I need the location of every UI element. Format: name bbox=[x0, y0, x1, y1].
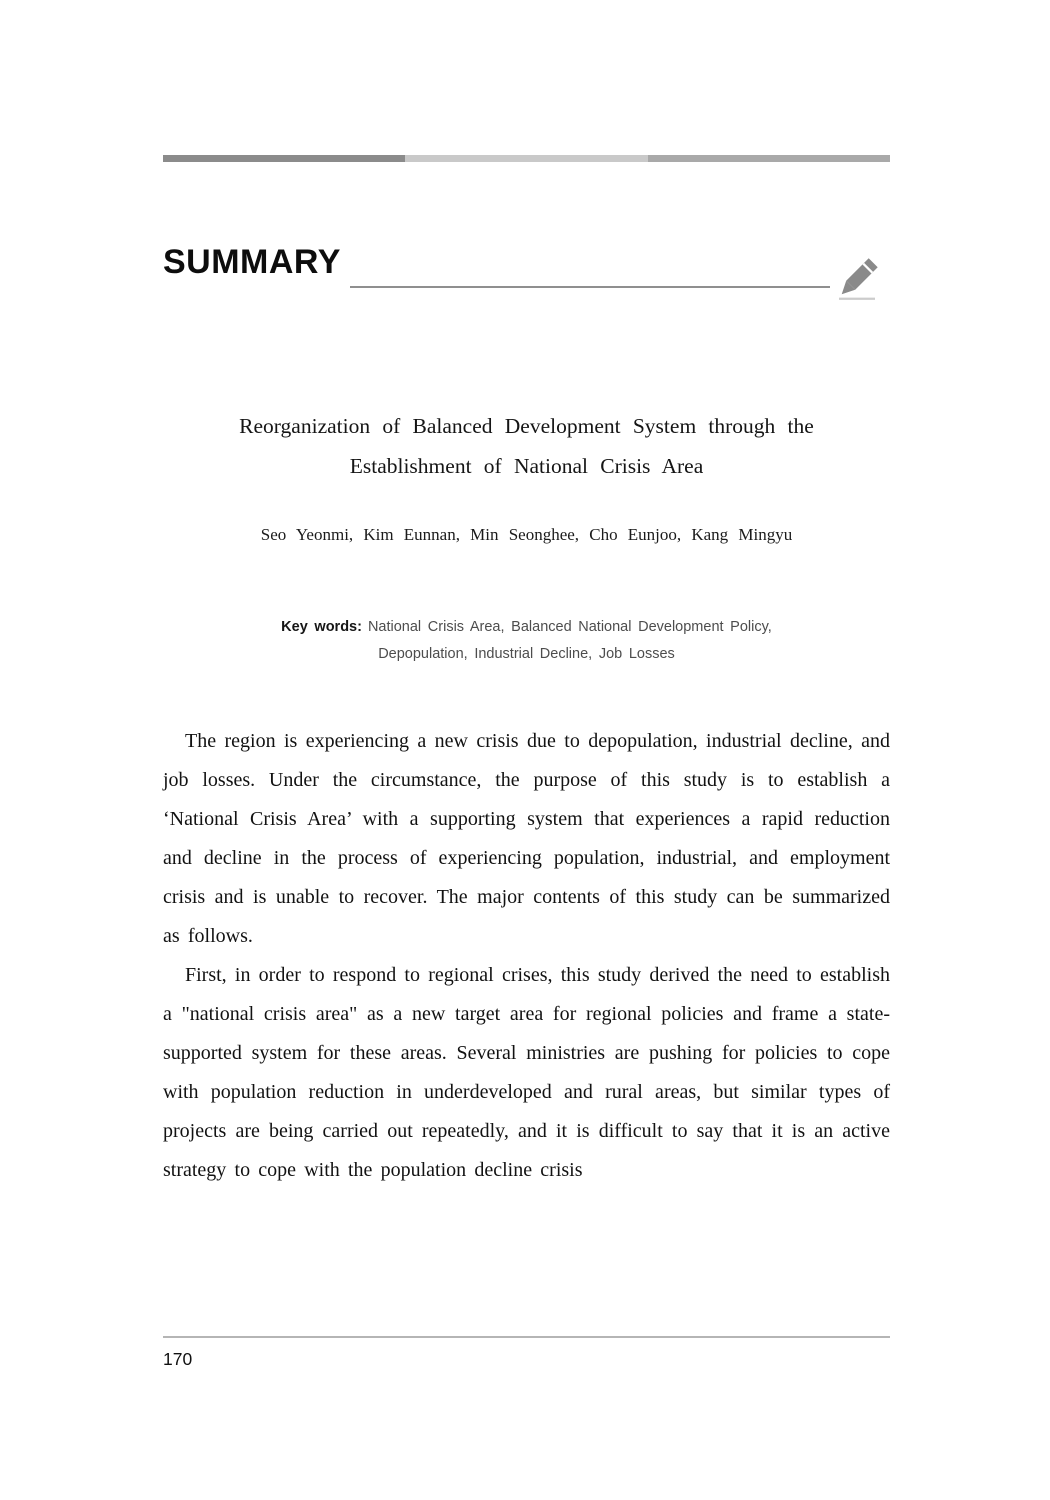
footer-rule bbox=[163, 1336, 890, 1338]
keywords-line1 bbox=[163, 614, 890, 641]
bar-segment-middle bbox=[405, 155, 647, 162]
bar-segment-left bbox=[163, 155, 405, 162]
pencil-icon bbox=[830, 251, 884, 307]
keywords-block bbox=[163, 614, 890, 668]
paragraph-2: First, in order to respond to regional crises, this study derived the need to establish a "national crisis area" as a new target area for regional policies and frame a state-supported system for these areas. Several ministries are pushing for policies to cope with population reduction in underdeveloped and rural areas, but similar types of projects are being carried out repeatedly, and it is difficult to say that it is an active strategy to cope with the population decline crisis bbox=[163, 964, 890, 1181]
article-title-line1: Reorganization of Balanced Development System through the bbox=[239, 414, 814, 438]
section-heading: SUMMARY bbox=[163, 243, 341, 281]
article-title bbox=[163, 406, 890, 486]
keywords-line2: Depopulation, Industrial Decline, Job Losses bbox=[378, 646, 675, 662]
summary-body bbox=[163, 722, 890, 1190]
page-number: 170 bbox=[163, 1349, 193, 1369]
heading-rule bbox=[350, 286, 830, 288]
paragraph-1: The region is experiencing a new crisis due to depopulation, industrial decline, and job losses. Under the circumstance, the purpose of this study is to establish a ‘National Crisis Area’ with a supporting system that experiences a rapid reduction and decline in the process of experiencing population, industrial, and employment crisis and is unable to recover. The major contents of this study can be summarized as follows. bbox=[163, 730, 890, 947]
article-title-line2: Establishment of National Crisis Area bbox=[349, 454, 704, 478]
authors-line: Seo Yeonmi, Kim Eunnan, Min Seonghee, Cho Eunjoo, Kang Mingyu bbox=[260, 525, 793, 544]
keywords-line1-text: National Crisis Area, Balanced National Development Policy, bbox=[367, 619, 772, 635]
bar-segment-right bbox=[648, 155, 890, 162]
header-divider-bar bbox=[163, 155, 890, 162]
keywords-label: Key words: bbox=[281, 619, 362, 635]
